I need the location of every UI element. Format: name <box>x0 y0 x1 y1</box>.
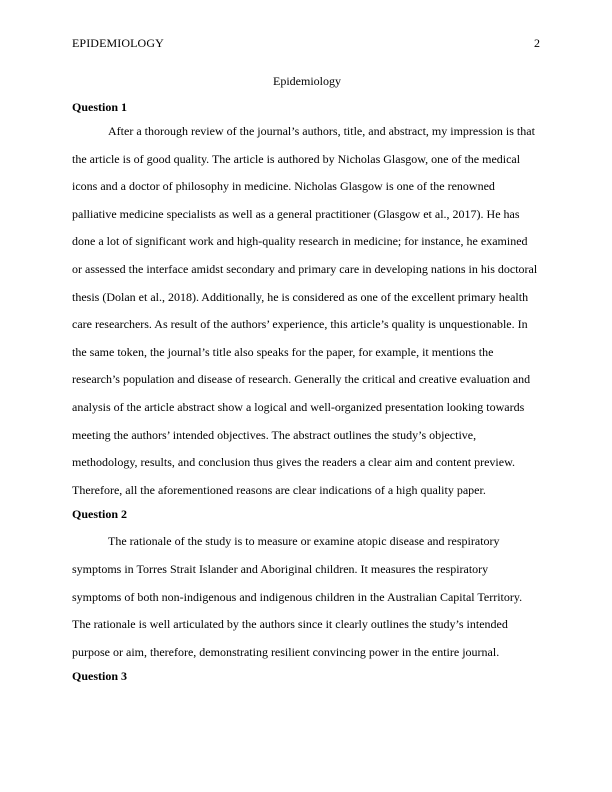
paragraph-line: meeting the authors’ intended objectives. The abstract outlines the study’s objective, <box>72 427 477 442</box>
paragraph-line: the same token, the journal’s title also speaks for the paper, for example, it mentions the <box>72 344 494 359</box>
paragraph-line: purpose or aim, therefore, demonstrating resilient convincing power in the entire journal. <box>72 644 500 659</box>
question-2-paragraph <box>72 528 542 666</box>
paragraph-line: or assessed the interface amidst secondary and primary care in developing nations in his doctoral <box>72 261 538 276</box>
document-title: Epidemiology <box>273 74 341 88</box>
paragraph-line: methodology, results, and conclusion thus gives the readers a clear aim and content preview. <box>72 455 515 470</box>
paragraph-line: analysis of the article abstract show a logical and well-organized presentation looking towards <box>72 399 525 414</box>
paragraph-line: icons and a doctor of philosophy in medicine. Nicholas Glasgow is one of the renowned <box>72 179 495 194</box>
running-head: EPIDEMIOLOGY <box>72 36 164 50</box>
document-body <box>72 72 542 685</box>
question-2-heading: Question 2 <box>72 507 128 522</box>
paragraph-line: research’s population and disease of research. Generally the critical and creative evaluation and <box>72 372 531 387</box>
paragraph-line: symptoms of both non-indigenous and indigenous children in the Australian Capital Territory. <box>72 589 523 604</box>
paragraph-line: The rationale of the study is to measure or examine atopic disease and respiratory <box>108 534 500 549</box>
paragraph-line: Therefore, all the aforementioned reasons are clear indications of a high quality paper. <box>72 482 486 497</box>
question-1-heading: Question 1 <box>72 100 128 114</box>
question-3-heading: Question 3 <box>72 669 128 684</box>
paragraph-line: symptoms in Torres Strait Islander and Aboriginal children. It measures the respiratory <box>72 561 489 576</box>
paragraph-line: done a lot of significant work and high-quality research in medicine; for instance, he examined <box>72 234 528 249</box>
paragraph-line: After a thorough review of the journal’s authors, title, and abstract, my impression is that <box>108 124 535 138</box>
paragraph-line: The rationale is well articulated by the authors since it clearly outlines the study’s intended <box>72 617 508 632</box>
paragraph-line: palliative medicine specialists as well as a general practitioner (Glasgow et al., 2017). He has <box>72 206 520 221</box>
question-1-paragraph <box>72 118 542 504</box>
paragraph-line: care researchers. As result of the authors’ experience, this article’s quality is unquestionable. In <box>72 317 528 332</box>
page-number: 2 <box>534 36 540 50</box>
paragraph-line: the article is of good quality. The article is authored by Nicholas Glasgow, one of the medical <box>72 151 521 166</box>
paragraph-line: thesis (Dolan et al., 2018). Additionally, he is considered as one of the excellent primary health <box>72 289 529 304</box>
